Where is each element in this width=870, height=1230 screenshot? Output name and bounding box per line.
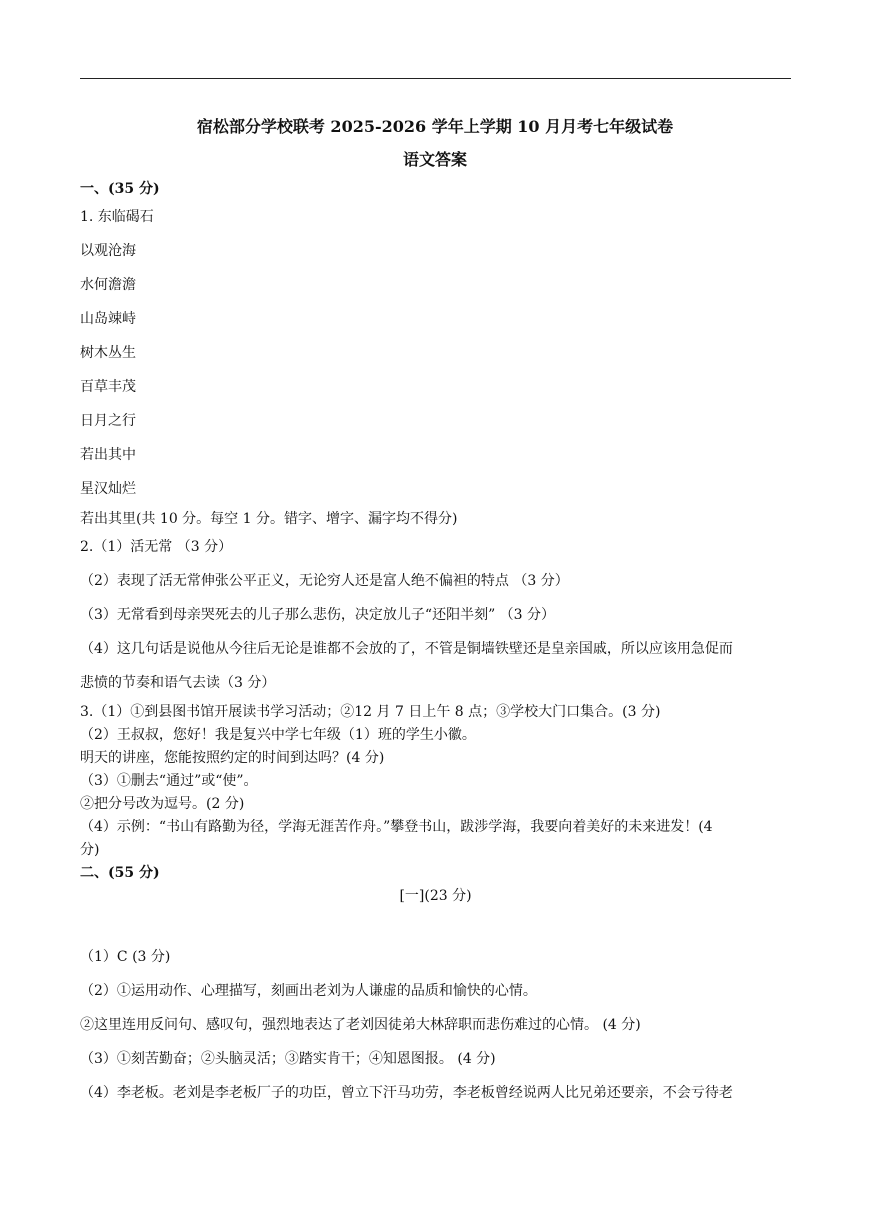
answer-line: 分) [80,842,100,858]
answer-line: （2）①运用动作、心理描写，刻画出老刘为人谦虚的品质和愉快的心情。 [80,983,537,999]
answer-line: 百草丰茂 [80,379,136,395]
answer-line: （2）表现了活无常伸张公平正义，无论穷人还是富人绝不偏袒的特点 （3 分） [80,573,569,589]
section-heading-2: 二、(55 分) [80,865,160,881]
answer-line: （4）示例：“书山有路勤为径，学海无涯苦作舟。”攀登书山，跋涉学海，我要向着美好的未来进发！(4 [80,819,713,835]
answer-line: 悲愤的节奏和语气去读（3 分） [80,675,276,691]
answer-line: （1）C (3 分) [80,949,171,965]
answer-line: 明天的讲座，您能按照约定的时间到达吗？(4 分) [80,750,385,766]
answer-line: 以观沧海 [80,243,136,259]
answer-line: 1. 东临碣石 [80,209,154,225]
answer-line: 日月之行 [80,413,136,429]
answer-line: （3）无常看到母亲哭死去的儿子那么悲伤，决定放儿子“还阳半刻” （3 分） [80,607,556,623]
answer-line: ②这里连用反问句、感叹句，强烈地表达了老刘因徒弟大林辞职而悲伤难过的心情。 (4 分) [80,1017,641,1033]
answer-line: 若出其中 [80,447,136,463]
header-rule [80,78,791,79]
answer-line: （3）①刻苦勤奋；②头脑灵活；③踏实肯干；④知恩图报。 (4 分) [80,1051,496,1067]
answer-line: 水何澹澹 [80,277,136,293]
answer-line: （2）王叔叔，您好！我是复兴中学七年级（1）班的学生小徽。 [80,727,476,743]
answer-line: 3.（1）①到县图书馆开展读书学习活动；②12 月 7 日上午 8 点；③学校大门口集合。(3 分) [80,704,661,720]
answer-line: 树木丛生 [80,345,136,361]
answer-line: ②把分号改为逗号。(2 分) [80,796,245,812]
answer-line: 2.（1）活无常 （3 分） [80,539,233,555]
subsection-heading: [一](23 分) [399,888,472,904]
answer-line: 若出其里(共 10 分。每空 1 分。错字、增字、漏字均不得分) [80,511,458,527]
answer-line: 星汉灿烂 [80,481,136,497]
answer-line: （3）①删去“通过”或“使”。 [80,773,258,789]
answer-line: （4）这几句话是说他从今往后无论是谁都不会放的了，不管是铜墙铁壁还是皇亲国戚，所以应该用急促而 [80,641,733,657]
exam-subtitle: 语文答案 [402,150,467,169]
exam-title: 宿松部分学校联考 2025-2026 学年上学期 10 月月考七年级试卷 [196,117,674,136]
answer-line: 山岛竦峙 [80,311,136,327]
section-heading-1: 一、(35 分) [80,181,160,197]
answer-line: （4）李老板。老刘是李老板厂子的功臣，曾立下汗马功劳，李老板曾经说两人比兄弟还要亲，不会亏待老 [80,1085,733,1101]
